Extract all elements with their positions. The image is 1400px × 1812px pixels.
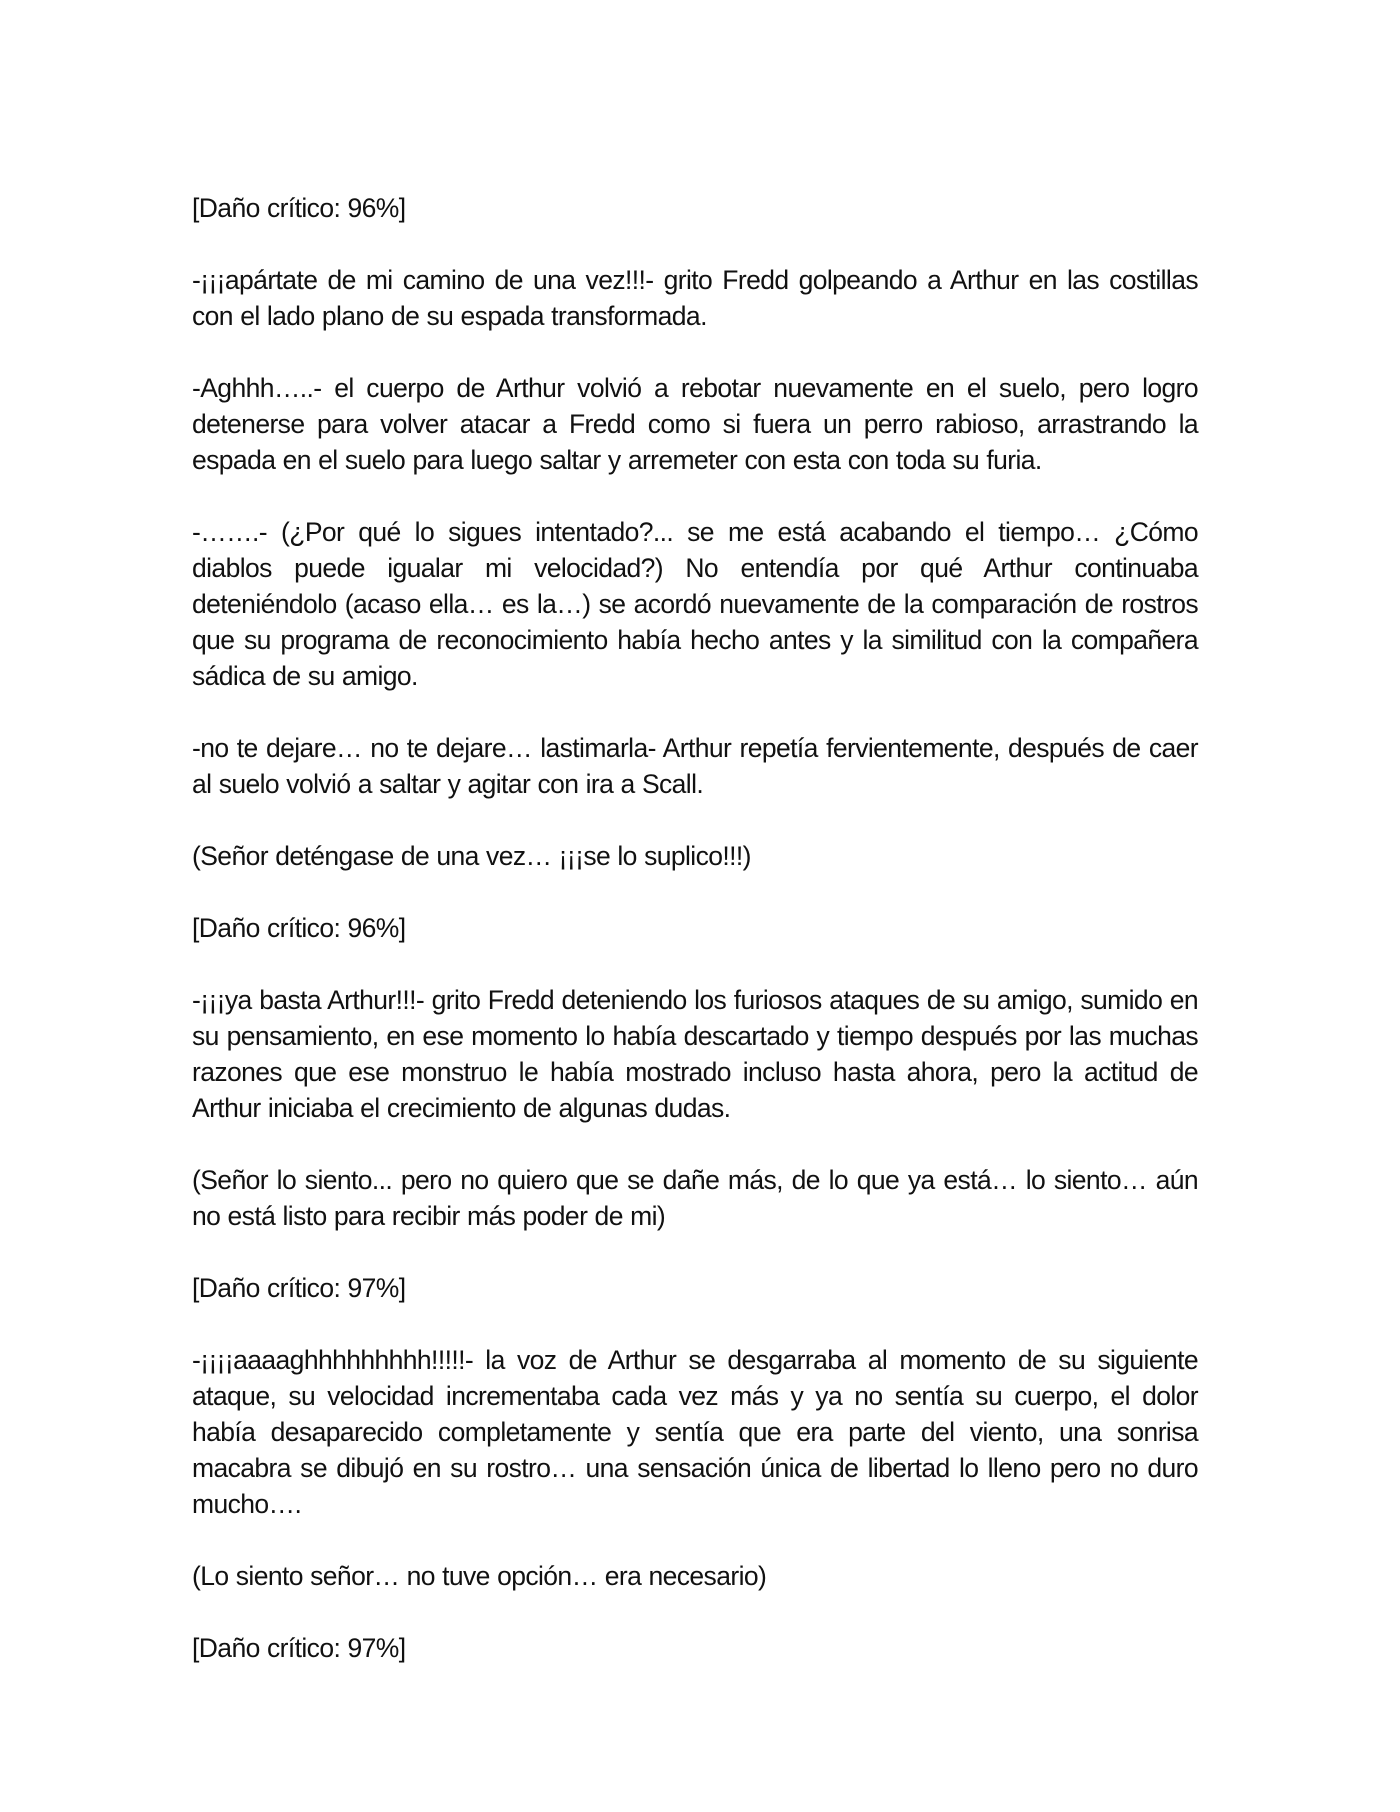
damage-status-2: [Daño crítico: 96%] — [192, 913, 406, 943]
paragraph-no-option: (Lo siento señor… no tuve opción… era necesario) — [192, 1561, 767, 1591]
paragraph-plea: (Señor deténgase de una vez… ¡¡¡se lo suplico!!!) — [192, 841, 751, 871]
damage-status-1: [Daño crítico: 96%] — [192, 193, 406, 223]
paragraph-fredd-thoughts: -…….- (¿Por qué lo sigues intentado?... se me está acabando el tiempo… ¿Cómo diablos puede igualar mi velocidad?) No entendía por qué Arthur continuaba deteniéndolo (acaso ella… es la…) se acordó nuevamente de la comparación de rostros que su programa de reconocimiento había hecho antes y la similitud con la compañera sádica de su amigo. — [192, 517, 1198, 691]
paragraph-arthur-rebound: -Aghhh…..- el cuerpo de Arthur volvió a rebotar nuevamente en el suelo, pero logro detenerse para volver atacar a Fredd como si fuera un perro rabioso, arrastrando la espada en el suelo para luego saltar y arremeter con esta con toda su furia. — [192, 373, 1198, 475]
paragraph-arthur-repeats: -no te dejare… no te dejare… lastimarla- Arthur repetía fervientemente, después de caer al suelo volvió a saltar y agitar con ira a Scall. — [192, 733, 1198, 799]
paragraph-ya-basta: -¡¡¡ya basta Arthur!!!- grito Fredd deteniendo los furiosos ataques de su amigo, sumido en su pensamiento, en ese momento lo había descartado y tiempo después por las muchas razones que ese monstruo le había mostrado incluso hasta ahora, pero la actitud de Arthur iniciaba el crecimiento de algunas dudas. — [192, 985, 1198, 1123]
document-body — [192, 190, 1198, 1702]
paragraph-arthur-scream: -¡¡¡¡aaaaghhhhhhhhh!!!!!- la voz de Arthur se desgarraba al momento de su siguiente ataque, su velocidad incrementaba cada vez más y ya no sentía su cuerpo, el dolor había desaparecido completamente y sentía que era parte del viento, una sonrisa macabra se dibujó en su rostro… una sensación única de libertad lo lleno pero no duro mucho…. — [192, 1345, 1198, 1519]
paragraph-fredd-shout: -¡¡¡apártate de mi camino de una vez!!!- grito Fredd golpeando a Arthur en las costillas con el lado plano de su espada transformada. — [192, 265, 1198, 331]
paragraph-apology: (Señor lo siento... pero no quiero que se dañe más, de lo que ya está… lo siento… aún no está listo para recibir más poder de mi) — [192, 1165, 1198, 1231]
damage-status-3: [Daño crítico: 97%] — [192, 1273, 406, 1303]
damage-status-4: [Daño crítico: 97%] — [192, 1633, 406, 1663]
